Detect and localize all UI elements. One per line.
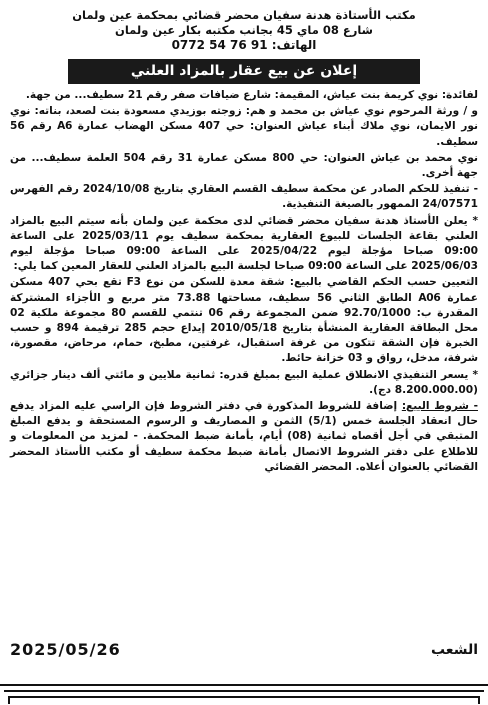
office-name: مكتب الأستاذة هدنة سفيان محضر قضائي بمحكمة عين ولمان [72,8,416,22]
conditions-text: إضافة للشروط المذكورة في دفتر الشروط فإن الراسي عليه المزاد يدفع حال انعقاد الجلسة خمس (5/1) الثمن و المصاريف و الرسوم المستحقة و يدفع المبلغ المتبقي في أجل أقصاه ثمانية (08) أيام، بأمانة ضبط المحكمة. - لمزيد من المعلومات و للاطلاع على دفتر الشروط الاتصال بأمانة ضبط محكمة سطيف أو مكتب الأستاذ المحضر القضائي بالعنوان أعلاه. [10,400,478,473]
paragraph-sale-announcement: * يعلن الأستاذ هدنة سفيان محضر قضائي لدى محكمة عين ولمان بأنه سيتم البيع بالمزاد العلني بقاعة الجلسات للبيوع العقارية بمحكمة سطيف يوم 2025/03/11 على الساعة 09:00 صباحا مؤجلة ليوم 2025/04/22 على الساعة 09:00 صباحا مؤجلة ليوم 2025/06/03 على الساعة 09:00 صباحا لجلسة البيع بالمزاد العلني للعقار المعين كما يلي: [10,214,479,273]
next-notice-frame [8,696,480,704]
paragraph-starting-price: * يسعر التنفيذي الانطلاق عملية البيع بمبلغ قدره: ثمانية ملايين و مائتي ألف دينار جزائري (8.200.000.00 دج). [10,368,478,396]
signature: المحضر القضائي [264,460,352,473]
paragraph-property-description: التعيين حسب الحكم القاضي بالبيع: شقة معدة للسكن من نوع F3 تقع بحي 407 مسكن عمارة A06 الطابق الثاني 56 سطيف، مساحتها 73.88 متر مربع و الأجزاء المشتركة المقدرة ب: 92.70/1000 ضمن المجموعة رقم 06 تنتمي للقسم 80 مجموعة ملكية 02 محل البطاقة العقارية المنشأة بتاريخ 2010/05/18 إيداع حجم 285 ترقيمة 894 و حسب الخبرة فإن الشقة تتكون من غرفة استقبال، غرفتين، مطبخ، حمام، مرحاض، مقصورة، شرفة، مدخل، رواق و 03 خزانة حائط. [10,276,479,365]
notice-body [10,88,478,475]
paragraph-other-party: نوي محمد بن عياش العنوان: حي 800 مسكن عمارة 31 رقم 504 العلمة سطيف... من جهة أخرى. [10,151,478,180]
phone-number: 0772 54 76 91 [171,38,268,52]
paragraph-heirs: و / ورثة المرحوم نوي عياش بن محمد و هم: زوجته بوزيدي مسعودة بنت لصعد، بناته: نوي نور الايمان، نوي ملاك أبناء عياش العنوان: حي 407 مسكن الهضاب عمارة A6 رقم 56 سطيف. [10,105,478,148]
paragraph-judgment: - تنفيذ للحكم الصادر عن محكمة سطيف القسم العقاري بتاريخ 2024/10/08 رقم الفهرس 24/07571 الممهور بالصيغة التنفيذية. [10,183,479,211]
paragraph-beneficiary: لفائدة: نوي كريمة بنت عياش، المقيمة: شارع ضيافات صفر رقم 21 سطيف... من جهة. [25,89,478,101]
notice-title: إعلان عن بيع عقار بالمزاد العلني [68,59,420,84]
publication-footer [10,640,478,659]
phone-label: الهاتف: [271,38,317,52]
newspaper-name: الشعب [430,641,478,658]
office-phone [10,38,478,53]
divider-line [0,684,488,686]
divider-line [4,690,484,692]
publication-date: 2025/05/26 [10,640,121,659]
office-address: شارع 08 ماي 45 بجانب مكتبه بكار عين ولمان [115,23,373,37]
notice-header [10,8,478,53]
conditions-label: - شروط البيع: [401,400,478,413]
paragraph-sale-conditions [10,399,478,475]
